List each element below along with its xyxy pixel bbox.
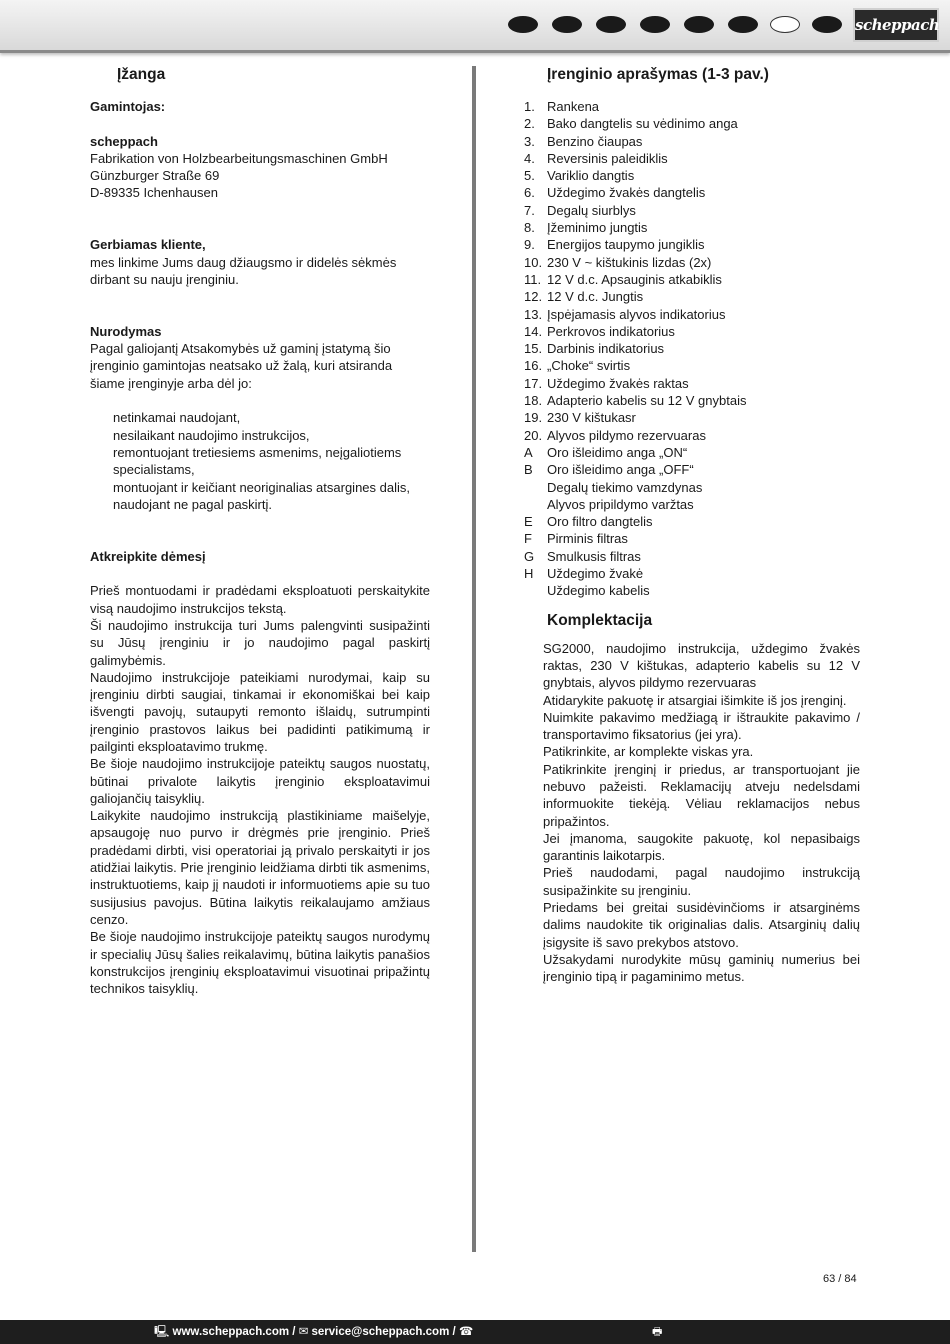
list-item: 4. Reversinis paleidiklis [524,150,668,166]
note-item: remontuojant tretiesiems asmenims, neįgaliotiems specialistams, [113,444,402,478]
column-divider [472,66,476,1252]
computer-icon: 🖳 [154,1326,170,1338]
note-item: nesilaikant naudojimo instrukcijos, [113,427,310,443]
attention-paragraph: Be šioje naudojimo instrukcijoje pateiktų saugos nurodymų ir specialių Jūsų šalies reikalavimų, būtina laikytis panašios konstrukcijos įrenginių eksploatavimui visuotinai pripažintų technikos taisyklių. [90,929,430,997]
kit-paragraph: Prieš naudodami, pagal naudojimo instrukciją susipažinkite su įrenginiu. [543,865,860,898]
chapter-dot [812,16,842,33]
phone-icon: ☎ [458,1326,474,1338]
kit-paragraph: Priedams bei greitai susidėvinčioms ir atsarginėms dalims naudokite tik originalias dalis. Atsarginių dalių įsigysite iš savo prekybos atstovo. [543,900,860,950]
attention-paragraph: Be šioje naudojimo instrukcijoje pateiktų saugos nuostatų, būtinai privalote laikytis įrenginio eksploatavimui galiojančių taisyklių. [90,756,430,806]
list-item: H Uždegimo žvakė [524,566,644,582]
list-item: 14. Perkrovos indikatorius [524,323,675,339]
note-text: Pagal galiojantį Atsakomybės už gaminį įstatymą šio įrenginio gamintojas neatsako už žalą, kuri atsiranda šiame įrenginyje arba dėl jo: [90,341,393,391]
list-item: 16. „Choke“ svirtis [524,358,631,374]
intro-heading: Įžanga [117,66,166,83]
chapter-dot [596,16,626,33]
kit-paragraph: Užsakydami nurodykite mūsų gaminių numerius bei įrenginio tipą ir pagaminimo metus. [543,951,860,985]
email-link[interactable]: service@scheppach.com / [311,1326,456,1338]
note-item: naudojant ne pagal paskirtį. [113,496,273,512]
list-item-continuation: Alyvos pripildymo varžtas [547,496,694,512]
list-item: 19. 230 V kištukasr [524,410,636,426]
kit-heading: Komplektacija [547,611,653,629]
list-item: E Oro filtro dangtelis [524,514,653,530]
footer-bar [0,1320,950,1344]
kit-paragraph: Patikrinkite, ar komplekte viskas yra. [543,744,754,760]
manufacturer-label: Gamintojas: [90,99,166,114]
brand-logo: scheppach [853,8,939,42]
note-item: montuojant ir keičiant neoriginalias atsargines dalis, [113,479,410,495]
parts-list [524,98,860,479]
header-bar [0,0,950,53]
list-item: F Pirminis filtras [524,531,628,547]
list-item: 9. Energijos taupymo jungiklis [524,237,705,253]
list-item: 8. Įžeminimo jungtis [524,220,648,236]
chapter-dot [684,16,714,33]
description-heading: Įrenginio aprašymas (1-3 pav.) [547,66,769,83]
parts-list-tail [524,513,860,582]
list-item: 18. Adapterio kabelis su 12 V gnybtais [524,393,747,409]
list-item-continuation: Degalų tiekimo vamzdynas [547,479,703,495]
right-column [524,64,860,986]
note-item: netinkamai naudojant, [113,410,241,426]
note-label: Nurodymas [90,323,162,339]
list-item: 3. Benzino čiaupas [524,133,643,149]
chapter-dot [552,16,582,33]
list-item: 15. Darbinis indikatorius [524,341,665,357]
company-name: scheppach [90,133,158,149]
kit-paragraph: Atidarykite pakuotę ir atsargiai išimkite iš jos įrenginį. [543,692,847,708]
address-line: Günzburger Straße 69 [90,168,220,184]
greeting-label: Gerbiamas kliente, [90,237,206,253]
list-item: 17. Uždegimo žvakės raktas [524,375,689,391]
chapter-dot-current [770,16,800,33]
list-item: 10. 230 V ~ kištukinis lizdas (2x) [524,254,712,270]
attention-paragraph: Prieš montuodami ir pradėdami eksploatuoti perskaitykite visą naudojimo instrukcijos tekstą. [90,583,430,616]
list-item: 11. 12 V d.c. Apsauginis atkabiklis [524,271,722,287]
chapter-dot [640,16,670,33]
kit-paragraph: Nuimkite pakavimo medžiagą ir ištraukite pakavimo / transportavimo fiksatorius (jei yra). [543,709,860,743]
fax-icon: 🖶 [652,1326,663,1338]
chapter-dot [728,16,758,33]
list-item: 12. 12 V d.c. Jungtis [524,289,644,305]
greeting-text: mes linkime Jums daug džiaugsmo ir didelės sėkmės dirbant su nauju įrenginiu. [90,254,397,287]
attention-paragraph: Ši naudojimo instrukcija turi Jums palengvinti susipažinti su Jūsų įrenginiu ir jo naudojimo pagal paskirtį galimybėmis. [90,617,430,668]
address-line: Fabrikation von Holzbearbeitungsmaschinen GmbH [90,150,388,166]
list-item: 6. Uždegimo žvakės dangtelis [524,185,706,201]
mail-icon: ✉ [298,1326,309,1338]
list-item: 20. Alyvos pildymo rezervuaras [524,427,706,443]
list-item: 5. Variklio dangtis [524,168,635,184]
attention-paragraph: Laikykite naudojimo instrukciją plastikiniame maišelyje, apsaugoję nuo purvo ir drėgmės prie įrenginio. Prieš pradėdami dirbti, visi operatoriai ją privalo perskaityti ir jos atidžiai laikytis. Prie įrenginio leidžiama dirbti tik asmenims, instruktuotiems, kaip jį naudoti ir informuotiems apie su tuo susijusius pavojus. Būtina laikytis reikalaujamo amžiaus cenzo. [90,808,430,927]
address-line: D-89335 Ichenhausen [90,185,218,201]
list-item: 7. Degalų siurblys [524,202,636,218]
list-item: 13. Įspėjamasis alyvos indikatorius [524,306,726,322]
chapter-dot [508,16,538,33]
kit-paragraph: SG2000, naudojimo instrukcija, uždegimo žvakės raktas, 230 V kištukas, adapterio kabelis su 12 V gnybtais, alyvos pildymo rezervuaras [543,640,860,691]
attention-label: Atkreipkite dėmesį [90,548,206,564]
list-item: B Oro išleidimo anga „OFF“ [524,462,694,478]
list-item: A Oro išleidimo anga „ON“ [524,444,688,460]
attention-paragraph: Naudojimo instrukcijoje pateikiami nurodymai, kaip su įrenginiu dirbti saugiai, tinkamai ir ekonomiškai bei kaip išvengti pavojų, sutaupyti remonto išlaidų, sutrumpinti įrenginio prastovos laikus bei padidinti patikimumą ir pailginti eksploatavimo trukmę. [90,669,430,754]
kit-paragraph: Jei įmanoma, saugokite pakuotę, kol nepasibaigs garantinis laikotarpis. [543,830,860,864]
list-item: 2. Bako dangtelis su vėdinimo anga [524,116,738,132]
kit-paragraph: Patikrinkite įrenginį ir priedus, ar transportuojant jie nebuvo pažeisti. Reklamacijų atveju nedelsdami informuokite tiekėją. Vėliau reklamacijos nebus pripažintos. [543,761,860,829]
website-link[interactable]: www.scheppach.com / [172,1326,296,1338]
left-column [90,64,430,997]
list-item: 1. Rankena [524,99,600,114]
list-item: G Smulkusis filtras [524,548,641,564]
list-item-continuation: Uždegimo kabelis [547,583,650,599]
page-number: 63 / 84 [823,1273,857,1285]
